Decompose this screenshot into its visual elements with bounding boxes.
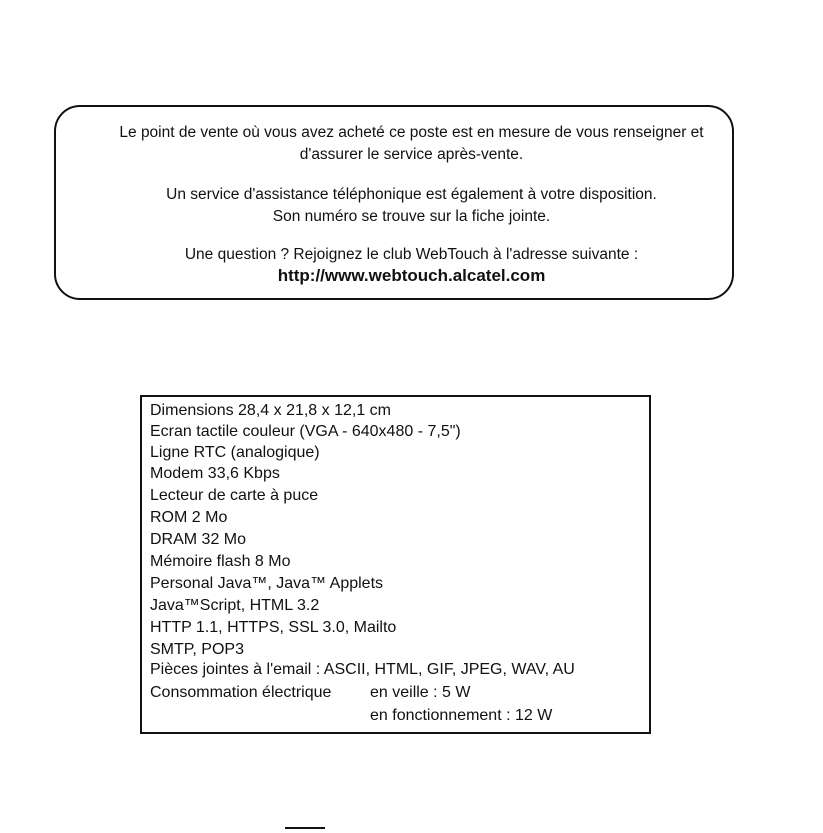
spec-dram: DRAM 32 Mo [150, 531, 247, 548]
spec-dimensions: Dimensions 28,4 x 21,8 x 12,1 cm [150, 402, 392, 419]
spec-mail-protocols: SMTP, POP3 [150, 641, 244, 658]
spec-attachments: Pièces jointes à l'email : ASCII, HTML, GIF, JPEG, WAV, AU [150, 661, 575, 678]
spec-rom: ROM 2 Mo [150, 509, 228, 526]
spec-flash: Mémoire flash 8 Mo [150, 553, 291, 570]
spec-screen: Ecran tactile couleur (VGA - 640x480 - 7,5") [150, 423, 461, 440]
spec-power-standby: en veille : 5 W [370, 684, 471, 701]
notice-hotline-line: Un service d'assistance téléphonique est également à votre disposition. [166, 186, 657, 203]
spec-line-type: Ligne RTC (analogique) [150, 444, 320, 461]
spec-power-operating: en fonctionnement : 12 W [370, 707, 553, 724]
spec-card-reader: Lecteur de carte à puce [150, 487, 319, 504]
notice-aftersales-line: d'assurer le service après-vente. [299, 146, 524, 163]
spec-power-label: Consommation électrique [150, 684, 332, 701]
spec-javascript: Java™Script, HTML 3.2 [150, 597, 320, 614]
club-url-link[interactable]: http://www.webtouch.alcatel.com [277, 266, 546, 285]
notice-number-line: Son numéro se trouve sur la fiche jointe. [272, 208, 551, 225]
notice-club-line: Une question ? Rejoignez le club WebTouch à l'adresse suivante : [184, 246, 639, 263]
spec-java: Personal Java™, Java™ Applets [150, 575, 384, 592]
spec-http: HTTP 1.1, HTTPS, SSL 3.0, Mailto [150, 619, 397, 636]
notice-dealer-line: Le point de vente où vous avez acheté ce poste est en mesure de vous renseigner et [119, 124, 704, 141]
bottom-rule [285, 827, 325, 829]
spec-modem: Modem 33,6 Kbps [150, 465, 280, 482]
